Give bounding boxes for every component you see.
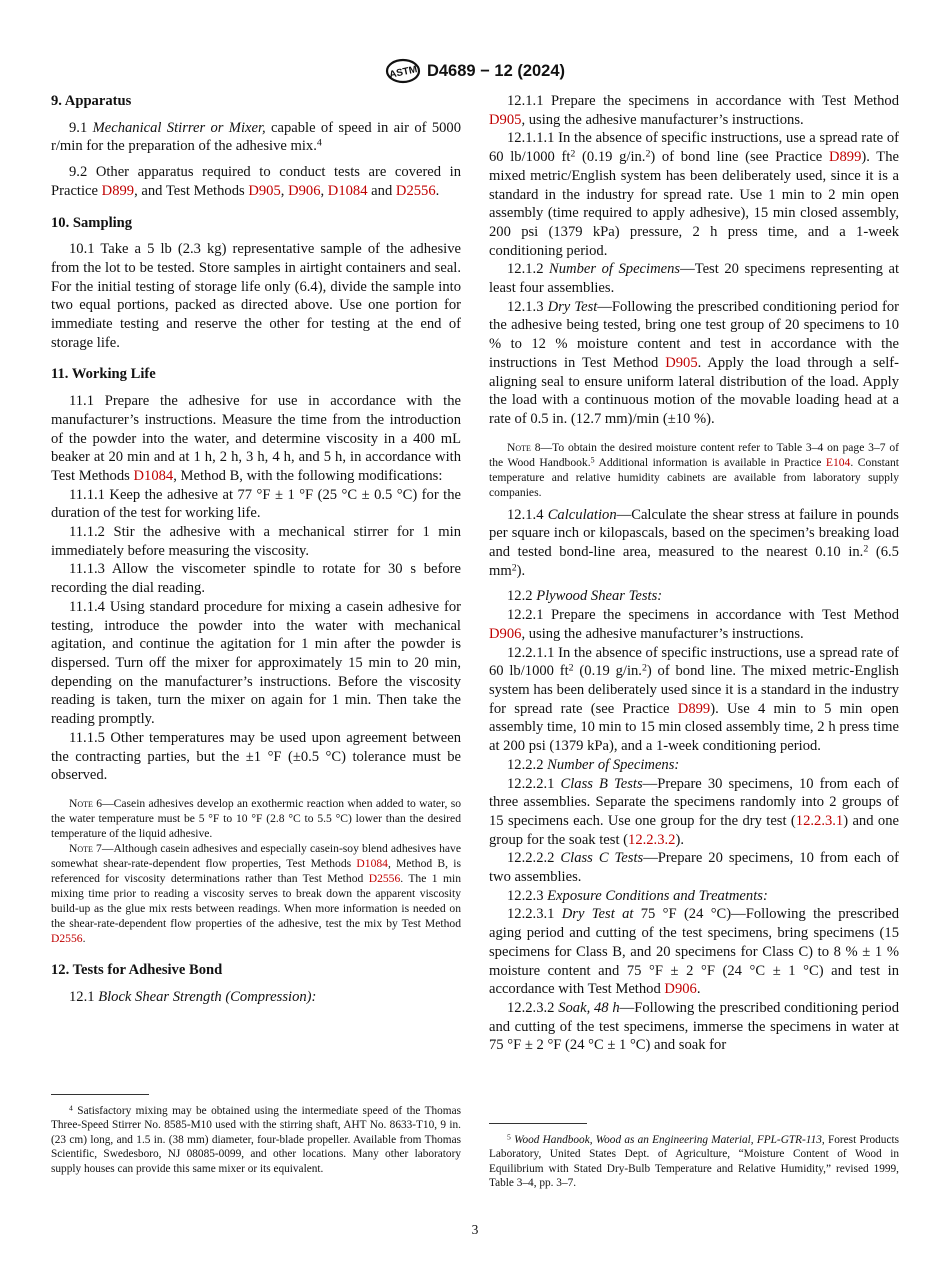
section-9-heading: 9. Apparatus [51,93,132,109]
para-12-2-3-2: 12.2.3.2 Soak, 48 h—Following the prescribed conditioning period and cutting of the test specimens, immerse the specimens in water at 75 °F ± 2 °F (24 °C ± 1 °C) and soak for [489,999,899,1054]
link-d899[interactable]: D899 [828,149,862,166]
link-d905[interactable]: D905 [248,182,281,199]
para-12-1-3: 12.1.3 Dry Test—Following the prescribed conditioning period for the adhesive being tested, bring one test group of 20 specimens to 10 % to 12 % moisture content and test in accordance with the instructions in Test Method D905. Apply the load through a self-aligning seal to ensure uniform lateral distribution of the load. Apply the load with a continuous motion of the movable loading head at a rate of 0.5 in. (12.7 mm)/min (±10 %). [489,298,899,427]
para-12-2-1: 12.2.1 Prepare the specimens in accordance with Test Method D906, using the adhesive manufacturer’s instructions. [489,607,899,642]
right-footnotes [489,1123,899,1191]
left-column [51,92,461,1006]
link-d1084[interactable]: D1084 [133,467,174,484]
footnote-4-ref: 4 [316,137,322,149]
para-12-2-2-1: 12.2.2.1 Class B Tests—Prepare 30 specimens, 10 from each of three assemblies. Separate the specimens randomly into 2 groups of 15 specimens each. Use one group for the dry test (12.2.3.1) and one group for the soak test (12.2.3.2). [489,775,899,848]
link-d905[interactable]: D905 [665,354,698,371]
link-d1084[interactable]: D1084 [327,182,368,199]
link-d2556[interactable]: D2556 [395,182,436,199]
left-footnotes [51,1094,461,1176]
para-12-1-1-1: 12.1.1.1 In the absence of specific instructions, use a spread rate of 60 lb/1000 $ft^2$ (0.19 g/in.$^2$) of bond line (see Practice D899). The mixed metric/English system has been deliberately used, since it is a standard in the industry for spread rate. Use 1 min to 2 min open assembly (time required to apply adhesive), 15 min closed assembly, 200 psi (1379 kPa) pressure, 2 h press time, and a 1-week conditioning period. [489,130,899,259]
para-12-1: 12.1 Block Shear Strength (Compression): [69,988,317,1005]
para-11-1-2: 11.1.2 Stir the adhesive with a mechanical stirrer for 1 min immediately before measuring the viscosity. [51,524,461,559]
section-12-heading: 12. Tests for Adhesive Bond [51,961,223,978]
footnote-5: $^5$ Wood Handbook, Wood as an Engineering Material, FPL-GTR-113, Forest Products Laboratory, United States Dept. of Agriculture, “Moisture Content of Wood in Equilibrium with Stated Dry-Bulb Temperature and Relative Humidity,” revised 1999, Table 3–4, pp. 3–7. [489,1132,899,1190]
link-d2556[interactable]: D2556 [51,931,83,945]
para-11-1: 11.1 Prepare the adhesive for use in accordance with the manufacturer’s instructions. Measure the time from the introduction of the powder into the water, and determine viscosity in a 400 mL beaker at 20 min and at 1 h, 2 h, 3 h, 4 h, and 5 h, in accordance with Test Methods D1084, Method B, with the following modifications: [51,393,461,484]
link-d899[interactable]: D899 [677,700,711,717]
link-d906[interactable]: D906 [288,182,321,199]
link-d906[interactable]: D906 [664,981,697,998]
page-header [0,58,950,89]
para-11-1-1: 11.1.1 Keep the adhesive at 77 °F ± 1 °F (25 °C ± 0.5 °C) for the duration of the test for working life. [51,486,461,522]
footnote-rule [489,1123,587,1124]
para-10-1: 10.1 Take a 5 lb (2.3 kg) representative sample of the adhesive from the lot to be tested. Store samples in airtight containers and seal. For the initial testing of storage life only (6.4), divide the sample into two equal portions, packed as directed above. Use one portion for immediate testing and reserve the other for testing at the end of storage life. [51,241,461,351]
link-12-2-3-2[interactable]: 12.2.3.2 [628,831,676,848]
para-12-2: 12.2 Plywood Shear Tests: [507,588,663,605]
para-9-2: 9.2 Other apparatus required to conduct tests are covered in Practice D899, and Test Methods D905, D906, D1084 and D2556. [51,164,461,199]
para-12-2-3-1: 12.2.3.1 Dry Test at 75 °F (24 °C)—Following the prescribed aging period and cutting of the test specimens, bring specimens (15 specimens for Class B, and 20 specimens for Class C) to 8 % ± 1 % moisture content and 75 °F ± 2 °F (24 °C ± 1 °C) and test in accordance with Test Method D906. [489,906,899,998]
note-8: Note 8—To obtain the desired moisture content refer to Table 3–4 on page 3–7 of the Wood Handbook.$^5$ Additional information is available in Practice E104. Constant temperature and relative humidity cabinets are available from laboratory supply companies. [489,440,900,499]
para-12-1-1: 12.1.1 Prepare the specimens in accordance with Test Method D905, using the adhesive manufacturer’s instructions. [489,93,899,128]
para-12-2-1-1: 12.2.1.1 In the absence of specific instructions, use a spread rate of 60 lb/1000 $ft^2$ (0.19 g/in.$^2$) of bond line. The mixed metric-English system has been deliberately used since it is a standard in the industry for spread rate (see Practice D899). Use 4 min to 5 min open assembly time, 10 min to 15 min closed assembly time, 2 h press time at 200 psi (1379 kPa), and a 1-week conditioning period. [489,644,899,755]
para-12-2-2-2: 12.2.2.2 Class C Tests—Prepare 20 specimens, 10 from each of two assemblies. [489,850,900,886]
link-d905[interactable]: D905 [489,111,522,128]
footnote-5-ref: 5 [590,455,595,465]
para-11-1-4: 11.1.4 Using standard procedure for mixing a casein adhesive for testing, introduce the powder into the water with mechanical agitation, and continue the agitation for 1 min after the powder is dispersed. Turn off the mixer for approximately 15 min to 20 min, depending on the manufacturer’s instructions. Before the viscosity reading is taken, turn the mixer on again for 1 min. Then take the reading promptly. [51,598,461,728]
link-d2556[interactable]: D2556 [368,871,401,885]
link-d899[interactable]: D899 [101,182,135,199]
link-d1084[interactable]: D1084 [356,856,388,870]
link-d906[interactable]: D906 [489,625,522,642]
section-11-heading: 11. Working Life [51,366,156,383]
footnote-4: $^4$ Satisfactory mixing may be obtained using the intermediate speed of the Thomas Three-Speed Stirrer No. 8585-M10 used with the stirring shaft, AHT No. 8633-T10, 9 in. (23 cm) long, and 1.5 in. (38 mm) diameter, four-blade propeller. Available from Thomas Scientific, Swedesboro, NJ 08085-0099, and other locations. Many other laboratory supply houses can provide this same mixer or its equivalent. [51,1103,461,1175]
para-12-2-2: 12.2.2 Number of Specimens: [507,756,680,773]
right-column [489,92,899,1055]
link-12-2-3-1[interactable]: 12.2.3.1 [795,812,844,829]
section-10-heading: 10. Sampling [51,214,133,231]
para-11-1-3: 11.1.3 Allow the viscometer spindle to rotate for 30 s before recording the dial reading. [51,561,461,597]
para-12-1-2: 12.1.2 Number of Specimens—Test 20 specimens representing at least four assemblies. [489,261,899,297]
para-11-1-5: 11.1.5 Other temperatures may be used upon agreement between the contracting parties, but the ±1 °F (±0.5 °C) tolerance must be observed. [51,729,461,784]
note-6: Note 6—Casein adhesives develop an exothermic reaction when added to water, so the water temperature must be 5 °F to 10 °F (2.8 °C to 5.5 °C) lower than the desired temperature of the liquid adhesive. [51,796,462,840]
para-12-2-3: 12.2.3 Exposure Conditions and Treatments: [507,887,768,904]
link-e104[interactable]: E104 [825,455,851,469]
document-designation: D4689 − 12 (2024) [426,61,566,80]
page-number: 3 [471,1222,479,1237]
para-12-1-4: 12.1.4 Calculation—Calculate the shear stress at failure in pounds per square inch or kilopascals, based on the specimen’s breaking load and tested bond-line area, measured to the nearest 0.10 in.$^2$ (6.5 $mm^2$). [489,506,899,579]
note-7: Note 7—Although casein adhesives and especially casein-soy blend adhesives have somewhat shear-rate-dependent flow properties, Test Methods D1084, Method B, is referenced for viscosity determinations rather than Test Method D2556. The 1 min mixing time prior to reading a viscosity serves to break down the apparent viscosity build-up as the glue mix rests between readings. When more information is needed on the shear-rate-dependent flow properties of the adhesive, test the mix by Test Method D2556. [51,841,461,945]
para-9-1: 9.1 Mechanical Stirrer or Mixer, capable of speed in air of 5000 r/min for the preparation of the adhesive mix.$^4$ [51,119,462,155]
footnote-rule [51,1094,149,1095]
astm-logo-icon [385,58,421,84]
svg-text:ASTM: ASTM [388,64,419,81]
